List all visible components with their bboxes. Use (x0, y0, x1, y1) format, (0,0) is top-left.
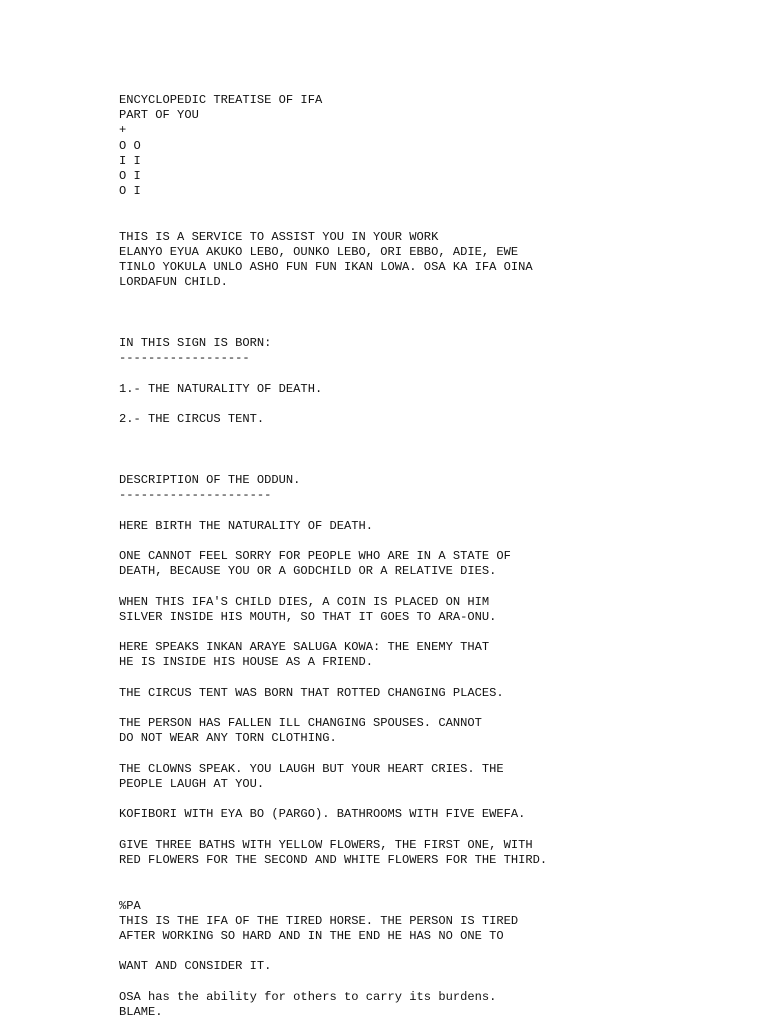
description-paragraph-6-line-1: THE PERSON HAS FALLEN ILL CHANGING SPOUSES. CANNOT (119, 716, 482, 731)
description-paragraph-1-line-1: HERE BIRTH THE NATURALITY OF DEATH. (119, 518, 374, 533)
pa-line-5: BLAME. (119, 1004, 163, 1019)
description-paragraph-9-line-1: GIVE THREE BATHS WITH YELLOW FLOWERS, THE FIRST ONE, WITH (119, 837, 533, 852)
sign-line-2: O O (119, 138, 141, 153)
born-item-2: 2.- THE CIRCUS TENT. (119, 412, 265, 427)
intro-line-1: THIS IS A SERVICE TO ASSIST YOU IN YOUR WORK (119, 229, 439, 244)
pa-marker: %PA (119, 898, 141, 913)
description-paragraph-9-line-2: RED FLOWERS FOR THE SECOND AND WHITE FLOWERS FOR THE THIRD. (119, 852, 548, 867)
sign-line-4: O I (119, 169, 141, 184)
pa-line-4: OSA has the ability for others to carry its burdens. (119, 989, 497, 1004)
intro-line-4: LORDAFUN CHILD. (119, 275, 228, 290)
sign-line-3: I I (119, 153, 141, 168)
document-page (119, 93, 739, 1020)
document-subtitle: PART OF YOU (119, 108, 199, 123)
pa-line-2: AFTER WORKING SO HARD AND IN THE END HE HAS NO ONE TO (119, 928, 504, 943)
description-paragraph-2-line-1: ONE CANNOT FEEL SORRY FOR PEOPLE WHO ARE IN A STATE OF (119, 548, 511, 563)
born-underline: ------------------ (119, 351, 250, 366)
sign-line-1: + (119, 123, 127, 138)
description-paragraph-4-line-1: HERE SPEAKS INKAN ARAYE SALUGA KOWA: THE ENEMY THAT (119, 640, 490, 655)
description-paragraph-3-line-1: WHEN THIS IFA'S CHILD DIES, A COIN IS PLACED ON HIM (119, 594, 490, 609)
description-heading: DESCRIPTION OF THE ODDUN. (119, 473, 301, 487)
description-paragraph-6-line-2: DO NOT WEAR ANY TORN CLOTHING. (119, 731, 337, 746)
document-title: ENCYCLOPEDIC TREATISE OF IFA (119, 93, 323, 107)
description-paragraph-8-line-1: KOFIBORI WITH EYA BO (PARGO). BATHROOMS WITH FIVE EWEFA. (119, 807, 526, 822)
description-paragraph-7-line-2: PEOPLE LAUGH AT YOU. (119, 776, 265, 791)
description-paragraph-4-line-2: HE IS INSIDE HIS HOUSE AS A FRIEND. (119, 655, 374, 670)
pa-line-3: WANT AND CONSIDER IT. (119, 959, 272, 974)
born-heading: IN THIS SIGN IS BORN: (119, 336, 272, 351)
intro-line-2: ELANYO EYUA AKUKO LEBO, OUNKO LEBO, ORI EBBO, ADIE, EWE (119, 245, 519, 260)
description-paragraph-7-line-1: THE CLOWNS SPEAK. YOU LAUGH BUT YOUR HEART CRIES. THE (119, 761, 504, 776)
description-paragraph-5-line-1: THE CIRCUS TENT WAS BORN THAT ROTTED CHANGING PLACES. (119, 685, 504, 700)
born-item-1: 1.- THE NATURALITY OF DEATH. (119, 381, 323, 396)
description-paragraph-3-line-2: SILVER INSIDE HIS MOUTH, SO THAT IT GOES TO ARA-ONU. (119, 609, 497, 624)
description-underline: --------------------- (119, 488, 272, 503)
intro-line-3: TINLO YOKULA UNLO ASHO FUN FUN IKAN LOWA. OSA KA IFA OINA (119, 260, 533, 275)
pa-line-1: THIS IS THE IFA OF THE TIRED HORSE. THE PERSON IS TIRED (119, 913, 519, 928)
sign-line-5: O I (119, 184, 141, 199)
description-paragraph-2-line-2: DEATH, BECAUSE YOU OR A GODCHILD OR A RELATIVE DIES. (119, 564, 497, 579)
